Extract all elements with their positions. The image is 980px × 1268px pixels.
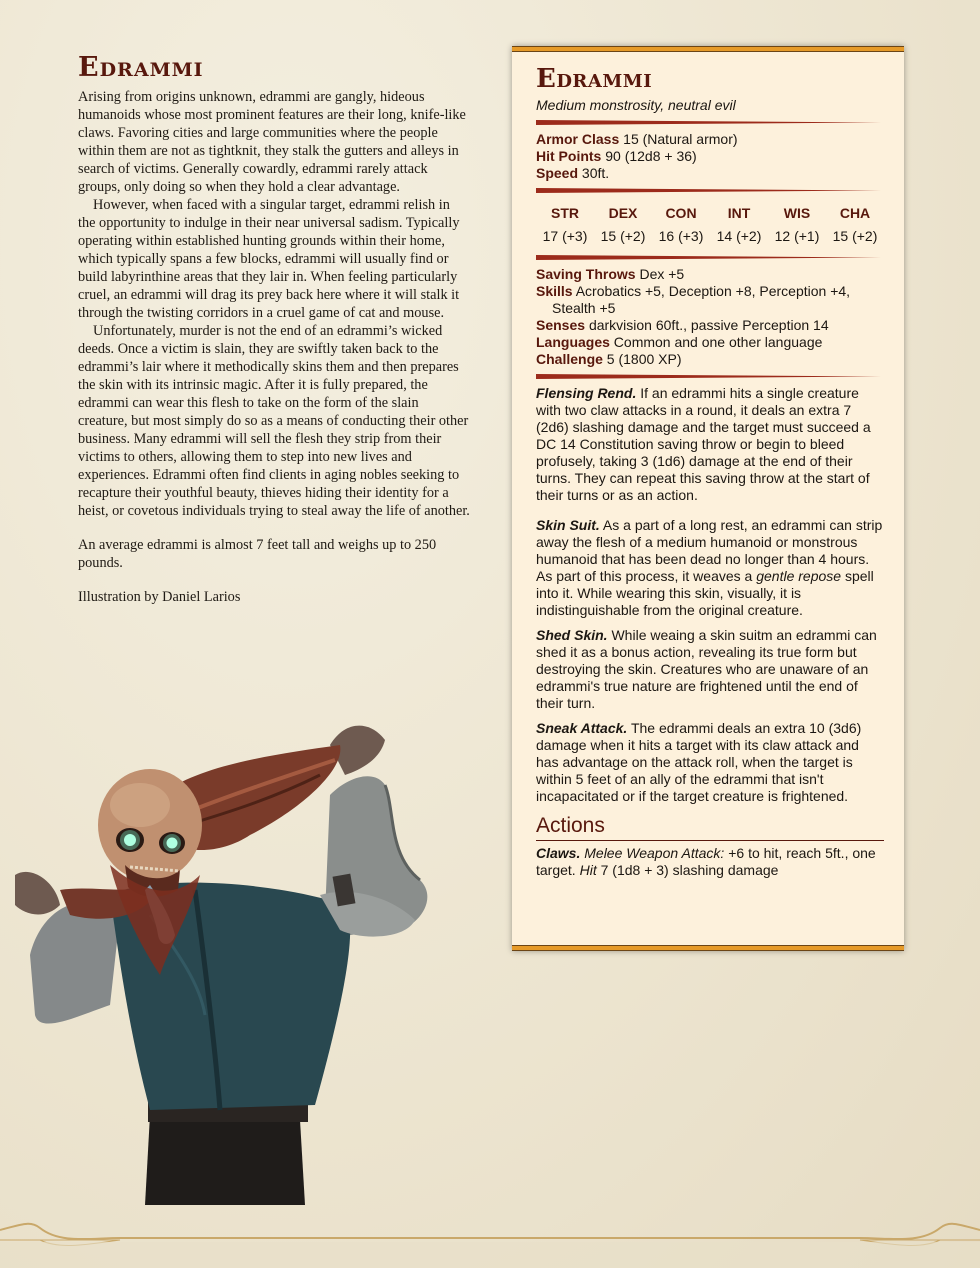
damage-text: 7 (1d8 + 3) slashing damage bbox=[600, 862, 779, 878]
armor-class-label: Armor Class bbox=[536, 131, 620, 147]
hit-points-label: Hit Points bbox=[536, 148, 602, 164]
hit-points-line bbox=[536, 148, 884, 165]
ability-name: CHA bbox=[839, 205, 871, 221]
senses-label: Senses bbox=[536, 317, 586, 333]
page-footer-flourish bbox=[0, 1200, 980, 1268]
skills-label: Skills bbox=[536, 283, 573, 299]
challenge-line bbox=[536, 351, 884, 368]
speed-label: Speed bbox=[536, 165, 579, 181]
trait-name: Sneak Attack. bbox=[536, 720, 628, 736]
lore-paragraph: Arising from origins unknown, edrammi are gangly, hideous humanoids whose most prominent features are their long, knife-like claws. Favoring cities and large communities where the people within them are not as tightknit, they stalk the gutters and alleys in search of victims. Generally cowardly, edrammi rarely attack groups, only doing so when they hold a clear advantage. bbox=[78, 89, 466, 195]
saving-throws-label: Saving Throws bbox=[536, 266, 636, 282]
skills-line bbox=[536, 283, 884, 317]
creature-illustration bbox=[0, 715, 470, 1205]
attack-type: Melee Weapon Attack: bbox=[584, 845, 725, 861]
ability-cha bbox=[826, 203, 884, 249]
ability-value: 16 (+3) bbox=[658, 228, 704, 244]
action-claws bbox=[536, 845, 884, 879]
skills-value: Acrobatics +5, Deception +8, Perception +4, Stealth +5 bbox=[552, 283, 851, 316]
ability-con bbox=[652, 203, 710, 249]
hit-label: Hit bbox=[579, 862, 597, 878]
ability-value: 12 (+1) bbox=[774, 228, 820, 244]
section-divider bbox=[536, 374, 881, 379]
lore-column bbox=[78, 52, 470, 606]
creature-left-arm bbox=[30, 902, 120, 1023]
trait-text: If an edrammi hits a single creature with two claw attacks in a round, it deals an extra 7 (2d6) slashing damage and the target must succeed a DC 14 Constitution saving throw or begin to bleed profusely, taking 3 (1d6) damage at the end of their turns. They can repeat this saving throw at the start of their turns or as an action. bbox=[536, 385, 871, 503]
ability-value: 14 (+2) bbox=[716, 228, 762, 244]
ability-name: INT bbox=[727, 205, 751, 221]
ability-name: DEX bbox=[608, 205, 638, 221]
saving-throws-line bbox=[536, 266, 884, 283]
ability-int bbox=[710, 203, 768, 249]
trait-name: Shed Skin. bbox=[536, 627, 608, 643]
trait-shed-skin bbox=[536, 627, 884, 712]
ability-value: 15 (+2) bbox=[832, 228, 878, 244]
ability-name: CON bbox=[665, 205, 697, 221]
trait-sneak-attack bbox=[536, 720, 884, 805]
ability-value: 15 (+2) bbox=[600, 228, 646, 244]
section-divider bbox=[536, 188, 881, 193]
trait-text: spell into it. While wearing this skin, visually, it is indistinguishable from the original creature. bbox=[536, 568, 874, 618]
trait-name: Skin Suit. bbox=[536, 517, 600, 533]
lore-paragraph: Unfortunately, murder is not the end of an edrammi’s wicked deeds. Once a victim is slain, they are swiftly taken back to the edrammi’s lair where it methodically skins them and then prepares the skin with its intrinsic magic. After it is fully prepared, the edrammi can wear this flesh to take on the form of the slain creature, but most simply do so as a means of conducting their other business. Many edrammi will sell the flesh they strip from their victims to others, allowing them to step into new lives and experiences. Edrammi often find clients in aging nobles seeking to recapture their youthful beauty, thieves hiding their identity for a heist, or covetous individuals trying to steal away the life of another. bbox=[78, 323, 470, 519]
trait-text: As a part of a long rest, an edrammi can strip away the flesh of a medium humanoid or monstrous humanoid that has been dead no longer than 4 hours. As part of this process, it weaves a bbox=[536, 517, 883, 584]
creature-left-hand bbox=[15, 872, 60, 915]
speed-line bbox=[536, 165, 884, 182]
section-divider bbox=[536, 255, 881, 260]
attack-text: +6 to hit, reach 5ft., one target. bbox=[536, 845, 876, 878]
stat-block-top-bar bbox=[512, 46, 904, 52]
senses-value: darkvision 60ft., passive Perception 14 bbox=[588, 317, 829, 333]
languages-line bbox=[536, 334, 884, 351]
stat-block-bottom-bar bbox=[512, 945, 904, 951]
hit-points-value: 90 (12d8 + 36) bbox=[605, 148, 697, 164]
lore-paragraph: However, when faced with a singular target, edrammi relish in the opportunity to indulge in their near universal sadism. Typically operating within established hunting grounds within their home, which typically spans a few blocks, edrammi will usually find or build labyrinthine areas that they lair in. When feeling particularly cruel, an edrammi will drag its prey back here where it will stalk it through the twisting corridors in a cruel game of cat and mouse. bbox=[78, 197, 460, 321]
ability-wis bbox=[768, 203, 826, 249]
ability-value: 17 (+3) bbox=[542, 228, 588, 244]
armor-class-value: 15 (Natural armor) bbox=[623, 131, 738, 147]
ability-dex bbox=[594, 203, 652, 249]
ability-name: WIS bbox=[783, 205, 811, 221]
ability-scores bbox=[536, 203, 884, 249]
armor-class-line bbox=[536, 131, 884, 148]
illustration-credit: Illustration by Daniel Larios bbox=[78, 589, 241, 605]
monster-name: Edrammi bbox=[536, 64, 653, 94]
creature-trousers bbox=[145, 1115, 305, 1205]
action-name: Claws. bbox=[536, 845, 581, 861]
ability-str bbox=[536, 203, 594, 249]
trait-flensing-rend bbox=[536, 385, 884, 504]
languages-value: Common and one other language bbox=[613, 334, 823, 350]
lore-title: Edrammi bbox=[78, 52, 204, 83]
challenge-label: Challenge bbox=[536, 351, 603, 367]
spell-name: gentle repose bbox=[756, 568, 842, 584]
speed-value: 30ft. bbox=[581, 165, 610, 181]
trait-name: Flensing Rend. bbox=[536, 385, 637, 401]
senses-line bbox=[536, 317, 884, 334]
challenge-value: 5 (1800 XP) bbox=[606, 351, 682, 367]
lore-paragraph: An average edrammi is almost 7 feet tall and weighs up to 250 pounds. bbox=[78, 537, 437, 571]
trait-text: The edrammi deals an extra 10 (3d6) damage when it hits a target with its claw attack and has advantage on the attack roll, when the target is within 5 feet of an ally of the edrammi that isn't incapacitated or if the target creature is frightened. bbox=[536, 720, 862, 804]
stat-block bbox=[512, 46, 904, 951]
saving-throws-value: Dex +5 bbox=[639, 266, 685, 282]
languages-label: Languages bbox=[536, 334, 610, 350]
actions-heading: Actions bbox=[536, 813, 884, 841]
trait-skin-suit bbox=[536, 517, 884, 619]
ability-name: STR bbox=[551, 205, 579, 221]
trait-text: While weaing a skin suitm an edrammi can shed it as a bonus action, revealing its true form but destroying the skin. Creatures who are unaware of an edrammi's true nature are frightened until the end of their turn. bbox=[536, 627, 877, 711]
monster-type: Medium monstrosity, neutral evil bbox=[536, 97, 736, 113]
section-divider bbox=[536, 120, 881, 125]
